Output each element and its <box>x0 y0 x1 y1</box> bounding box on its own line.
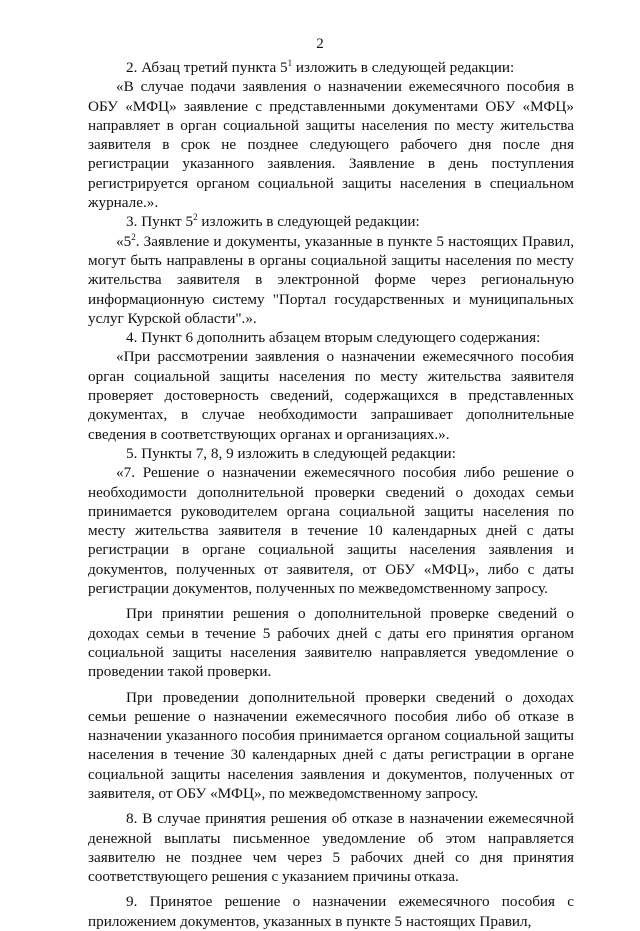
quote-2: «$5^2$. Заявление и документы, указанные в пункте 5 настоящих Правил, могут быть направлены в органы социальной защиты населения по месту жительства заявителя в электронной форме через региональную информационную систему "Портал государственных и муниципальных услуг Курской области".». <box>88 231 574 327</box>
item-5-heading: 5. Пункты 7, 8, 9 изложить в следующей редакции: <box>126 444 456 462</box>
paragraph-item-8: 8. В случае принятия решения об отказе в назначении ежемесячной денежной выплаты письменное уведомление об этом направляется заявителю не позднее чем через 5 рабочих дней со дня принятия соответствующего решения с указанием причины отказа. <box>88 810 574 886</box>
document-body <box>88 58 574 931</box>
item-2-heading: 2. Абзац третий пункта $5^1$ изложить в следующей редакции: <box>126 57 515 76</box>
paragraph-additional-check: При принятии решения о дополнительной проверке сведений о доходах семьи в течение 5 рабочих дней с даты его принятия органом социальной защиты населения заявителю направляется уведомление о проведении такой проверки. <box>88 605 574 681</box>
item-3-heading: 3. Пункт $5^2$ изложить в следующей редакции: <box>126 212 420 231</box>
quote-3: «При рассмотрении заявления о назначении ежемесячного пособия орган социальной защиты населения по месту жительства заявителя проверяет достоверность сведений, содержащихся в представленных документах, в случае необходимости запрашивает дополнительные сведения в соответствующих органах и организациях.». <box>88 348 574 443</box>
quote-4: «7. Решение о назначении ежемесячного пособия либо решение о необходимости дополнительной проверки сведений о доходах семьи принимается руководителем органа социальной защиты населения по месту жительства заявителя в течение 10 календарных дней с даты регистрации в органе социальной защиты населения заявления и документов, полученных от заявителя, от ОБУ «МФЦ», либо с даты регистрации документов, полученных по межведомственному запросу. <box>88 464 574 598</box>
page-number: 2 <box>316 36 324 52</box>
quote-1: «В случае подачи заявления о назначении ежемесячного пособия в ОБУ «МФЦ» заявление с представленными документами ОБУ «МФЦ» направляет в орган социальной защиты населения по месту жительства заявителя в срок не позднее следующего рабочего дня после дня регистрации указанного заявления. Заявление в день поступления регистрируется органом социальной защиты населения в специальном журнале.». <box>88 78 574 212</box>
item-4-heading: 4. Пункт 6 дополнить абзацем вторым следующего содержания: <box>126 329 541 347</box>
paragraph-item-9: 9. Принятое решение о назначении ежемесячного пособия с приложением документов, указанных в пункте 5 настоящих Правил, <box>88 893 574 930</box>
paragraph-check-decision: При проведении дополнительной проверки сведений о доходах семьи решение о назначении ежемесячного пособия либо об отказе в назначении указанного пособия принимается органом социальной защиты населения в течение 30 календарных дней с даты регистрации в органе социальной защиты населения заявления и документов, полученных от заявителя, от ОБУ «МФЦ», по межведомственному запросу. <box>88 688 574 802</box>
